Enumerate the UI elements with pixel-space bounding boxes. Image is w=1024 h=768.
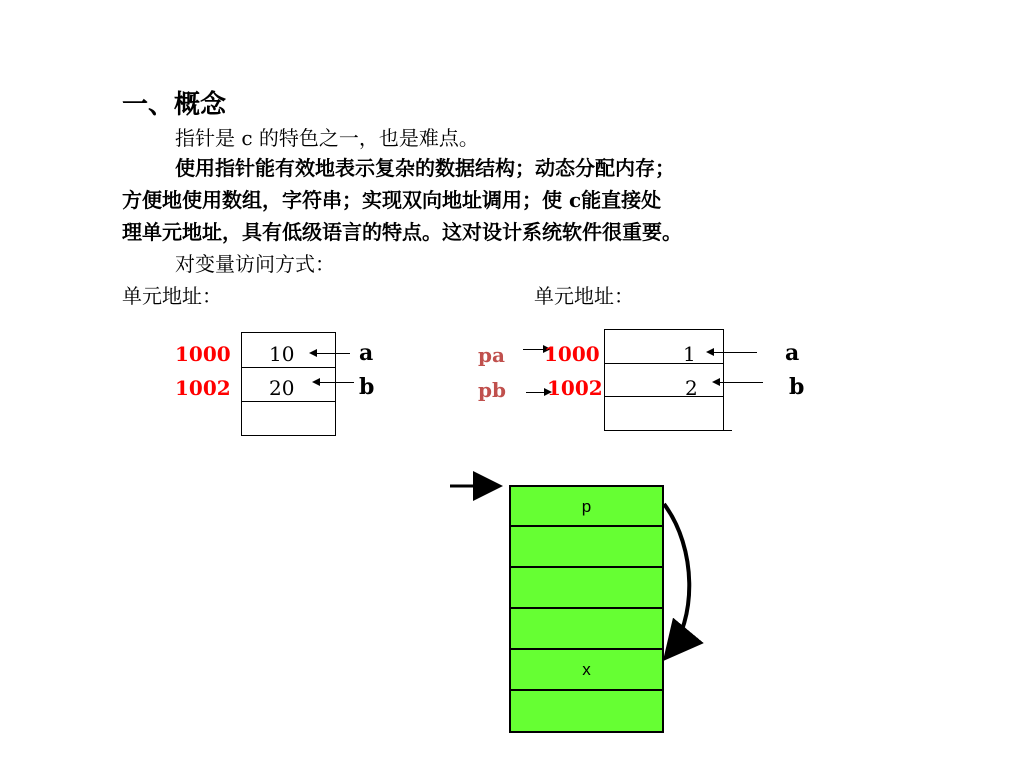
paragraph-1: 指针是 c 的特色之一，也是难点。 [175, 126, 479, 150]
indirect-value-b: 2 [685, 376, 698, 400]
pb-arrow [526, 392, 544, 393]
pointer-pb: pb [478, 378, 506, 402]
indirect-address-title: 单元地址： [534, 284, 634, 308]
direct-arrow-a-head [309, 349, 317, 357]
stack-diagram [509, 485, 664, 733]
direct-address-1002: 1002 [175, 376, 231, 400]
stack-curved-arrow [664, 504, 689, 655]
direct-value-b: 20 [269, 376, 295, 400]
direct-value-a: 10 [269, 342, 295, 366]
direct-arrow-b-head [312, 378, 320, 386]
pointer-pa: pa [478, 343, 505, 367]
indirect-value-a: 1 [683, 342, 696, 366]
paragraph-2-line-2: 方便地使用数组，字符串；实现双向地址调用；使 c能直接处 [122, 188, 662, 212]
indirect-variable-a: a [785, 340, 800, 366]
indirect-arrow-b [719, 382, 763, 383]
memory-divider [605, 363, 723, 364]
memory-divider [242, 367, 335, 368]
indirect-arrow-a [713, 352, 757, 353]
stack-label-x: x [582, 660, 591, 679]
memory-divider [605, 396, 723, 397]
stack-divider [511, 525, 662, 527]
stack-label-p: p [581, 497, 592, 516]
paragraph-3: 对变量访问方式： [175, 252, 335, 276]
indirect-arrow-b-head [712, 378, 720, 386]
stack-divider [511, 648, 662, 650]
memory-divider [242, 401, 335, 402]
section-heading: 一、概念 [122, 90, 227, 120]
stack-divider [511, 566, 662, 568]
direct-variable-a: a [359, 340, 374, 366]
paragraph-2-line-3: 理单元地址，具有低级语言的特点。这对设计系统软件很重要。 [122, 220, 682, 244]
pa-arrow [523, 349, 543, 350]
direct-arrow-a [315, 353, 350, 354]
indirect-address-1002: 1002 [547, 376, 603, 400]
indirect-arrow-a-head [706, 348, 714, 356]
direct-address-title: 单元地址： [122, 284, 222, 308]
stack-divider [511, 689, 662, 691]
indirect-address-1000: 1000 [544, 342, 600, 366]
direct-variable-b: b [359, 374, 375, 400]
indirect-box-top-line [604, 329, 724, 330]
direct-address-1000: 1000 [175, 342, 231, 366]
indirect-memory-box [604, 330, 724, 431]
stack-divider [511, 607, 662, 609]
indirect-box-bottom-extension [722, 430, 732, 431]
indirect-variable-b: b [789, 374, 805, 400]
direct-arrow-b [318, 382, 354, 383]
paragraph-2-line-1: 使用指针能有效地表示复杂的数据结构；动态分配内存； [175, 156, 675, 180]
